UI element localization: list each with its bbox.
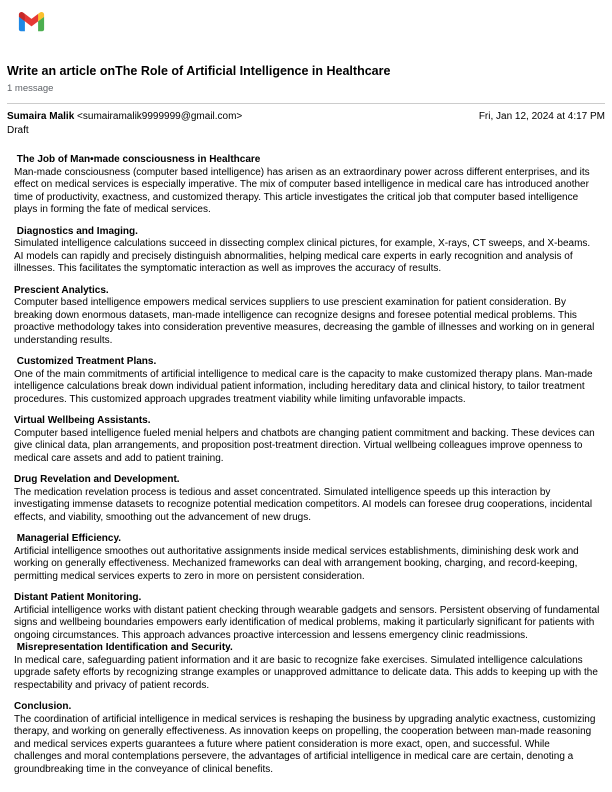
- section-heading: Distant Patient Monitoring.: [14, 592, 142, 603]
- section-paragraph: The coordination of artificial intelligence in medical services is reshaping the business by upgrading analytic exactness, customizing therapy, and working on generally effectiveness. As innovation keeps on propelling, the cooperation between man-made reasoning and medical services experts guarantees a future where patient consideration is more exact, open, and successful. While challenges and moral contemplations persevere, the advantages of artificial intelligence in medical care are certain, denoting a groundbreaking time in the conveyance of clinical benefits.: [14, 713, 599, 775]
- draft-label: Draft: [7, 125, 29, 136]
- section-paragraph: Artificial intelligence smoothes out authoritative assignments inside medical services establishments, diminishing desk work and working on generally effectiveness. Mechanized frameworks can deal with arrangement booking, charging, and record-keeping, permitting medical services experts to zero in more on persistent consideration.: [14, 545, 582, 582]
- section-heading: Diagnostics and Imaging.: [14, 225, 138, 237]
- email-section: [14, 226, 600, 276]
- section-heading: Customized Treatment Plans.: [14, 356, 157, 367]
- email-section: [14, 701, 600, 776]
- sender-name: Sumaira Malik: [7, 111, 75, 122]
- email-section: [14, 154, 600, 217]
- message-count: 1 message: [7, 83, 54, 94]
- section-heading: Misrepresentation Identification and Security.: [14, 642, 233, 653]
- section-heading: Managerial Efficiency.: [14, 533, 122, 544]
- section-heading: Virtual Wellbeing Assistants.: [14, 415, 151, 426]
- gmail-logo-icon: [16, 12, 47, 36]
- email-body: [14, 154, 603, 776]
- section-paragraph: The medication revelation process is tedious and asset concentrated. Simulated intelligence speeds up this interaction by investigating immense datasets to recognize potential medication competitors. AI models can foresee drug cooperations, incidental effects, and viability, smoothing out the advancement of new drugs.: [14, 486, 595, 523]
- email-section: [14, 356, 600, 406]
- section-paragraph: Man-made consciousness (computer based intelligence) has arisen as an extraordinary power across different enterprises, and its effect on medical services is especially imperative. The mix of computer based intelligence in medical care has introduced another time of productivity, exactness, and customized therapy. This article investigates the critical job that computer based intelligence plays in forming the fate of medical services.: [14, 166, 593, 215]
- email-section: [14, 285, 600, 348]
- section-paragraph: One of the main commitments of artificial intelligence to medical care is the capacity to make customized therapy plans. Man-made intelligence calculations break down individual patient information, including hereditary data and clinical history, to tailor treatment procedures. This customized approach upgrades treatment viability while limiting unfavorable impacts.: [14, 368, 596, 405]
- header-divider: [7, 103, 605, 104]
- email-section: [14, 474, 600, 524]
- email-section: [14, 642, 600, 692]
- subject-block: [7, 64, 605, 94]
- email-subject: Write an article onThe Role of Artificial Intelligence in Healthcare: [7, 64, 391, 78]
- section-heading: Prescient Analytics.: [14, 284, 109, 296]
- section-heading: Drug Revelation and Development.: [14, 474, 180, 485]
- email-date: Fri, Jan 12, 2024 at 4:17 PM: [478, 111, 605, 122]
- section-paragraph: Computer based intelligence empowers medical services suppliers to use prescient examination for patient consideration. By breaking down enormous datasets, man-made intelligence can recognize designs and foresee potential medical problems. This proactive methodology takes into consideration preventive measures, decreasing the gamble of illnesses and working on in general understanding results.: [14, 297, 598, 346]
- sender-email: <sumairamalik9999999@gmail.com>: [77, 111, 243, 122]
- section-paragraph: Computer based intelligence fueled menial helpers and chatbots are changing patient commitment and backing. These devices can give clinical data, plan arrangements, and proposition post-treatment direction. Virtual wellbeing colleagues improve openness to medical care assets and add to patient training.: [14, 427, 598, 464]
- section-paragraph: In medical care, safeguarding patient information and it are basic to recognize fake exercises. Simulated intelligence calculations upgrade safety efforts by recognizing strange examples or unapproved admittance to delicate data. This adds to keeping up with the respectability and privacy of patient records.: [14, 654, 601, 691]
- section-heading: Conclusion.: [14, 701, 72, 712]
- email-section: [14, 533, 600, 583]
- section-heading: The Job of Man•made consciousness in Healthcare: [14, 154, 261, 165]
- sender-line: [7, 111, 242, 123]
- section-paragraph: Simulated intelligence calculations succeed in dissecting complex clinical pictures, for example, X-rays, CT sweeps, and X-beams. AI models can rapidly and precisely distinguish abnormalities, helping medical care experts in early recognition and analysis of illnesses. This facilitates the symptomatic interaction as well as improves the accuracy of results.: [14, 238, 593, 274]
- section-paragraph: Artificial intelligence works with distant patient checking through wearable gadgets and sensors. Persistent observing of fundamental signs and wellbeing boundaries empowers early identification of medical problems, making it particularly significant for patients with ongoing circumstances. This approach advances proactive intercession and lessens emergency clinic readmissions.: [14, 604, 603, 641]
- email-section: [14, 415, 600, 465]
- email-section: [14, 592, 603, 642]
- message-meta-row: [7, 111, 605, 123]
